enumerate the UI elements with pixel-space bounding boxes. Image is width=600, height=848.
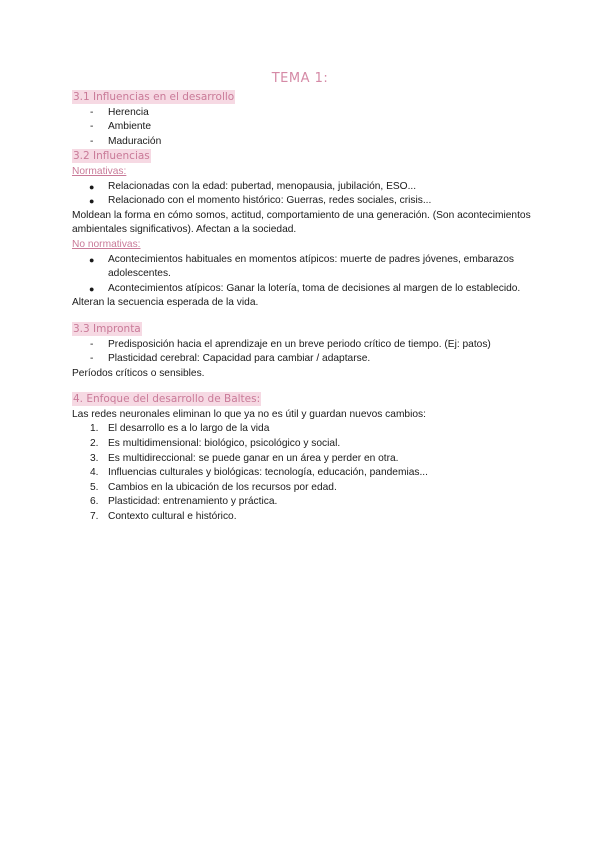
list-item: - Herencia xyxy=(72,106,532,121)
number-marker: 5. xyxy=(90,481,99,493)
paragraph-normativas-note: Moldean la forma en cómo somos, actitud, comportamiento de una generación. (Son acontecimientos ambientales significativos). Afectan a la sociedad. xyxy=(72,209,531,236)
list-item: ● Acontecimientos habituales en momentos atípicos: muerte de padres jóvenes, embarazos adolescentes. xyxy=(89,253,515,280)
list-item: - Predisposición hacia el aprendizaje en un breve periodo crítico de tiempo. (Ej: patos) xyxy=(72,338,532,353)
subheading-no-normativas: No normativas: xyxy=(72,238,141,250)
list-4 xyxy=(72,422,532,524)
list-item: 7. Contexto cultural e histórico. xyxy=(72,510,532,525)
document-body xyxy=(72,90,532,525)
paragraph-no-normativas-note: Alteran la secuencia esperada de la vida. xyxy=(72,297,259,309)
section-heading-3-1: 3.1 Influencias en el desarrollo xyxy=(73,91,235,103)
number-marker: 7. xyxy=(90,511,99,523)
list-item: 4. Influencias culturales y biológicas: tecnología, educación, pandemias... xyxy=(72,466,532,481)
dash-marker: - xyxy=(90,121,94,133)
number-marker: 3. xyxy=(90,452,99,464)
page-title: TEMA 1: xyxy=(271,71,329,86)
paragraph-4-intro: Las redes neuronales eliminan lo que ya no es útil y guardan nuevos cambios: xyxy=(72,408,426,420)
list-item: ● Relacionadas con la edad: pubertad, menopausia, jubilación, ESO... xyxy=(72,180,532,195)
bullet-marker: ● xyxy=(89,283,95,294)
list-item: ● Relacionado con el momento histórico: Guerras, redes sociales, crisis... xyxy=(72,194,532,209)
bullet-marker: ● xyxy=(89,254,95,265)
dash-marker: - xyxy=(90,353,94,365)
list-item: 6. Plasticidad: entrenamiento y práctica. xyxy=(72,495,532,510)
number-marker: 4. xyxy=(90,467,99,479)
section-heading-3-3: 3.3 Impronta xyxy=(73,322,141,335)
list-no-normativas xyxy=(72,253,532,297)
list-item: 1. El desarrollo es a lo largo de la vida xyxy=(72,422,532,437)
bullet-marker: ● xyxy=(89,181,95,192)
subheading-normativas: Normativas: xyxy=(72,165,127,177)
dash-marker: - xyxy=(90,135,94,147)
list-item: - Ambiente xyxy=(72,120,532,135)
dash-marker: - xyxy=(90,106,94,118)
list-3-3 xyxy=(72,338,532,367)
list-item: - Plasticidad cerebral: Capacidad para cambiar / adaptarse. xyxy=(72,352,532,367)
list-item: - Maduración xyxy=(72,135,532,150)
paragraph-3-3-note: Períodos críticos o sensibles. xyxy=(72,367,205,379)
list-item: 2. Es multidimensional: biológico, psicológico y social. xyxy=(72,437,532,452)
bullet-marker: ● xyxy=(89,196,95,207)
list-item: ● Acontecimientos atípicos: Ganar la lotería, toma de decisiones al margen de lo establecido. xyxy=(72,282,532,297)
list-item: 3. Es multidireccional: se puede ganar en un área y perder en otra. xyxy=(72,452,532,467)
list-3-1 xyxy=(72,106,532,150)
number-marker: 2. xyxy=(90,438,99,450)
list-item: 5. Cambios en la ubicación de los recursos por edad. xyxy=(72,481,532,496)
number-marker: 1. xyxy=(90,423,99,435)
list-normativas xyxy=(72,180,532,209)
number-marker: 6. xyxy=(90,496,99,508)
section-heading-4: 4. Enfoque del desarrollo de Baltes: xyxy=(73,393,261,406)
dash-marker: - xyxy=(90,338,94,350)
section-heading-3-2: 3.2 Influencias xyxy=(73,150,150,163)
